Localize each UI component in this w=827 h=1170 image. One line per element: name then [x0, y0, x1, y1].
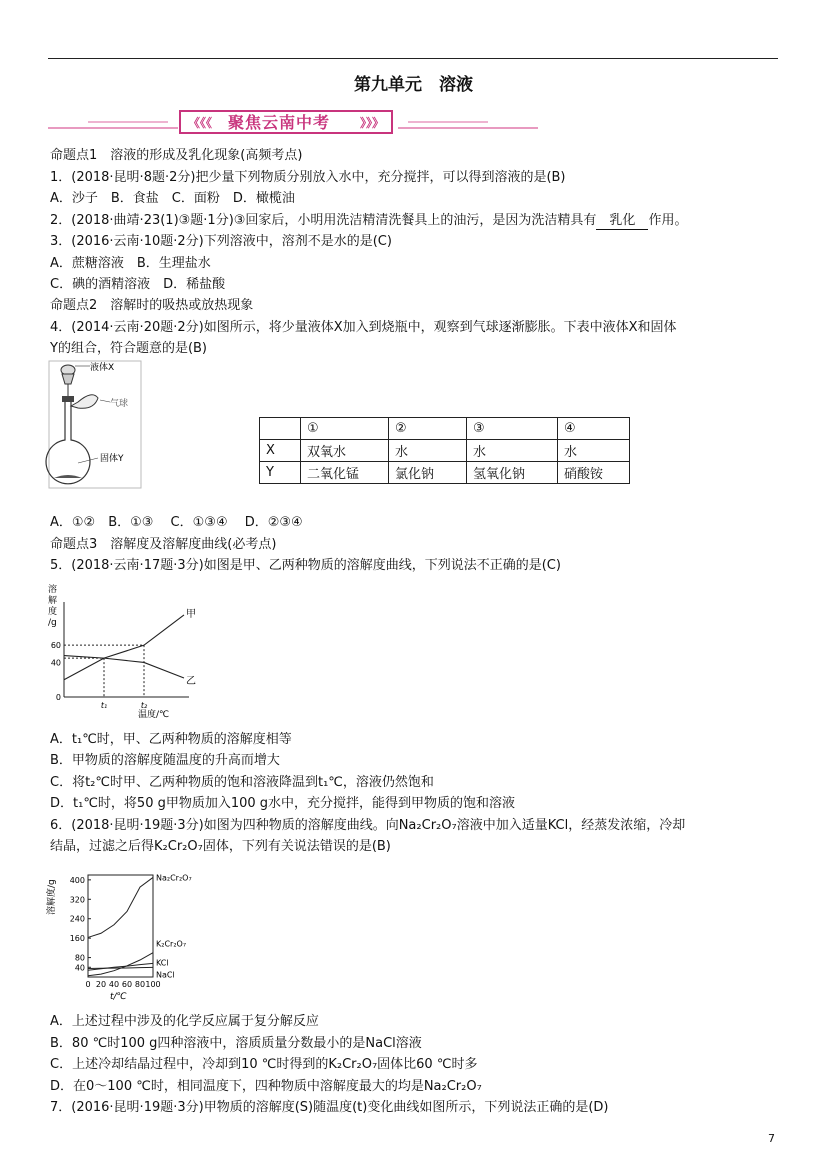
table-cell: X	[260, 440, 301, 462]
question-6-option-a: A．上述过程中涉及的化学反应属于复分解反应	[50, 1014, 319, 1029]
question-3-options-cd: C．碘的酒精溶液 D．稀盐酸	[50, 277, 226, 292]
table-cell: ③	[467, 418, 558, 440]
topic-heading-1: 命题点1 溶液的形成及乳化现象(高频考点)	[50, 148, 303, 163]
chart2-series-line	[88, 877, 153, 937]
chart1-xlabel: 温度/℃	[138, 710, 170, 720]
question-3: 3．(2016·云南·10题·2分)下列溶液中，溶剂不是水的是(C)	[50, 234, 392, 249]
table-cell: 水	[467, 440, 558, 462]
question-1: 1．(2018·昆明·8题·2分)把少量下列物质分别放入水中，充分搅拌，可以得到溶液的是(B)	[50, 170, 566, 185]
chart2-frame	[88, 875, 153, 977]
table-cell	[260, 418, 301, 440]
chart1-ytick-label: 40	[50, 658, 61, 668]
chart2-series-label: KCl	[156, 958, 169, 968]
chart2-xtick-label: 60	[121, 980, 133, 989]
chart1-series-line	[64, 615, 184, 680]
topic-heading-2: 命题点2 溶解时的吸热或放热现象	[50, 298, 254, 313]
solubility-chart-2	[44, 865, 214, 1005]
question-6-option-d: D．在0～100 ℃时，相同温度下，四种物质中溶解度最大的均是Na₂Cr₂O₇	[50, 1079, 482, 1094]
table-cell: ①	[301, 418, 389, 440]
solid-y-label: 固体Y	[100, 454, 124, 464]
question-1-options: A．沙子 B．食盐 C．面粉 D．橄榄油	[50, 191, 295, 206]
chart2-xtick-label: 20	[95, 980, 107, 989]
chart1-ylabel-1: 溶	[48, 585, 58, 595]
chart2-ytick-label: 400	[69, 875, 85, 885]
chart1-ytick-label: 0	[55, 693, 61, 702]
table-cell: 氢氧化钠	[467, 462, 558, 484]
question-5-option-d: D．t₁℃时，将50 g甲物质加入100 g水中，充分搅拌，能得到甲物质的饱和溶液	[50, 796, 516, 811]
chart1-ytick-label: 60	[50, 641, 61, 651]
table-cell: Y	[260, 462, 301, 484]
table-header-row	[260, 418, 630, 440]
chart2-ytick-label: 160	[69, 934, 85, 944]
question-7: 7．(2016·昆明·19题·3分)甲物质的溶解度(S)随温度(t)变化曲线如图所示，下列说法正确的是(D)	[50, 1100, 609, 1115]
question-6-option-c: C．上述冷却结晶过程中，冷却到10 ℃时得到的K₂Cr₂O₇固体比60 ℃时多	[50, 1057, 478, 1072]
table-row	[260, 462, 630, 484]
question-5: 5．(2018·云南·17题·3分)如图是甲、乙两种物质的溶解度曲线，下列说法不正确的是(C)	[50, 558, 561, 573]
table-cell: 水	[389, 440, 467, 462]
chart1-xtick-label: t₁	[100, 701, 108, 710]
banner-title: 聚焦云南中考	[228, 113, 331, 132]
svg-text:》》》: 》》》	[360, 116, 385, 130]
table-cell: 水	[558, 440, 630, 462]
question-6-cont: 结晶，过滤之后得K₂Cr₂O₇固体，下列有关说法错误的是(B)	[50, 839, 391, 854]
chart1-series-line	[64, 656, 184, 678]
chart2-ylabel: 溶解度/g	[47, 879, 57, 915]
question-5-option-a: A．t₁℃时，甲、乙两种物质的溶解度相等	[50, 732, 292, 747]
table-cell: 氯化钠	[389, 462, 467, 484]
question-6-option-b: B．80 ℃时100 g四种溶液中，溶质质量分数最小的是NaCl溶液	[50, 1036, 422, 1051]
chart2-xtick-label: 40	[108, 980, 120, 989]
combination-table	[259, 417, 630, 484]
question-3-options-ab: A．蔗糖溶液 B．生理盐水	[50, 256, 211, 271]
chart1-xtick-label: t₂	[140, 701, 148, 710]
top-rule	[48, 58, 778, 59]
chart2-xtick-label: 100	[145, 980, 161, 989]
chart2-xtick-label: 0	[85, 980, 91, 989]
table-cell: ④	[558, 418, 630, 440]
table-row	[260, 440, 630, 462]
chart1-series-label: 乙	[186, 676, 196, 687]
question-2: 2．(2018·曲靖·23(1)③题·1分)③回家后，小明用洗洁精清洗餐具上的油污，是因为洗洁精具有 乳化 作用。	[50, 213, 688, 228]
question-6: 6．(2018·昆明·19题·3分)如图为四种物质的溶解度曲线。向Na₂Cr₂O₇溶液中加入适量KCl，经蒸发浓缩，冷却	[50, 818, 686, 833]
question-4-cont: Y的组合，符合题意的是(B)	[50, 341, 208, 356]
liquid-x-label: 液体X	[90, 363, 115, 373]
answer-blank: 乳化	[596, 213, 648, 230]
balloon-label: 气球	[110, 399, 129, 409]
page-title: 第九单元 溶液	[354, 75, 473, 95]
chart1-ylabel	[48, 583, 57, 628]
page-number: 7	[768, 1132, 775, 1145]
flask-apparatus-figure	[48, 360, 143, 490]
chart2-ytick-label: 320	[69, 895, 85, 905]
chart2-ytick-label: 40	[74, 963, 85, 973]
solubility-chart-1	[44, 582, 194, 722]
topic-heading-3: 命题点3 溶解度及溶解度曲线(必考点)	[50, 537, 277, 552]
table-cell: 硝酸铵	[558, 462, 630, 484]
chart1-ylabel-4: /g	[48, 618, 57, 628]
svg-text:《《《: 《《《	[188, 116, 213, 130]
table-cell: 二氧化锰	[301, 462, 389, 484]
table-cell: ②	[389, 418, 467, 440]
chart2-ytick-label: 240	[69, 914, 85, 924]
chart2-series-label: Na₂Cr₂O₇	[156, 873, 192, 883]
chart2-series-label: K₂Cr₂O₇	[156, 939, 187, 949]
chart2-xlabel: t/℃	[110, 992, 127, 1002]
question-5-option-b: B．甲物质的溶解度随温度的升高而增大	[50, 753, 280, 768]
chart2-xtick-label: 80	[134, 980, 146, 989]
chart2-series-line	[88, 963, 153, 970]
question-5-option-c: C．将t₂℃时甲、乙两种物质的饱和溶液降温到t₁℃，溶液仍然饱和	[50, 775, 434, 790]
chart1-series-label: 甲	[186, 608, 196, 620]
chart2-series-label: NaCl	[156, 970, 175, 980]
chart1-ylabel-3: 度	[48, 607, 58, 617]
question-4: 4．(2014·云南·20题·2分)如图所示，将少量液体X加入到烧瓶中，观察到气球逐渐膨胀。下表中液体X和固体	[50, 320, 677, 335]
chart1-ylabel-2: 解	[48, 596, 58, 606]
table-cell: 双氧水	[301, 440, 389, 462]
question-4-options: A．①② B．①③ C．①③④ D．②③④	[50, 515, 303, 530]
chart2-ytick-label: 80	[74, 953, 85, 963]
chart2-series-line	[88, 967, 153, 968]
